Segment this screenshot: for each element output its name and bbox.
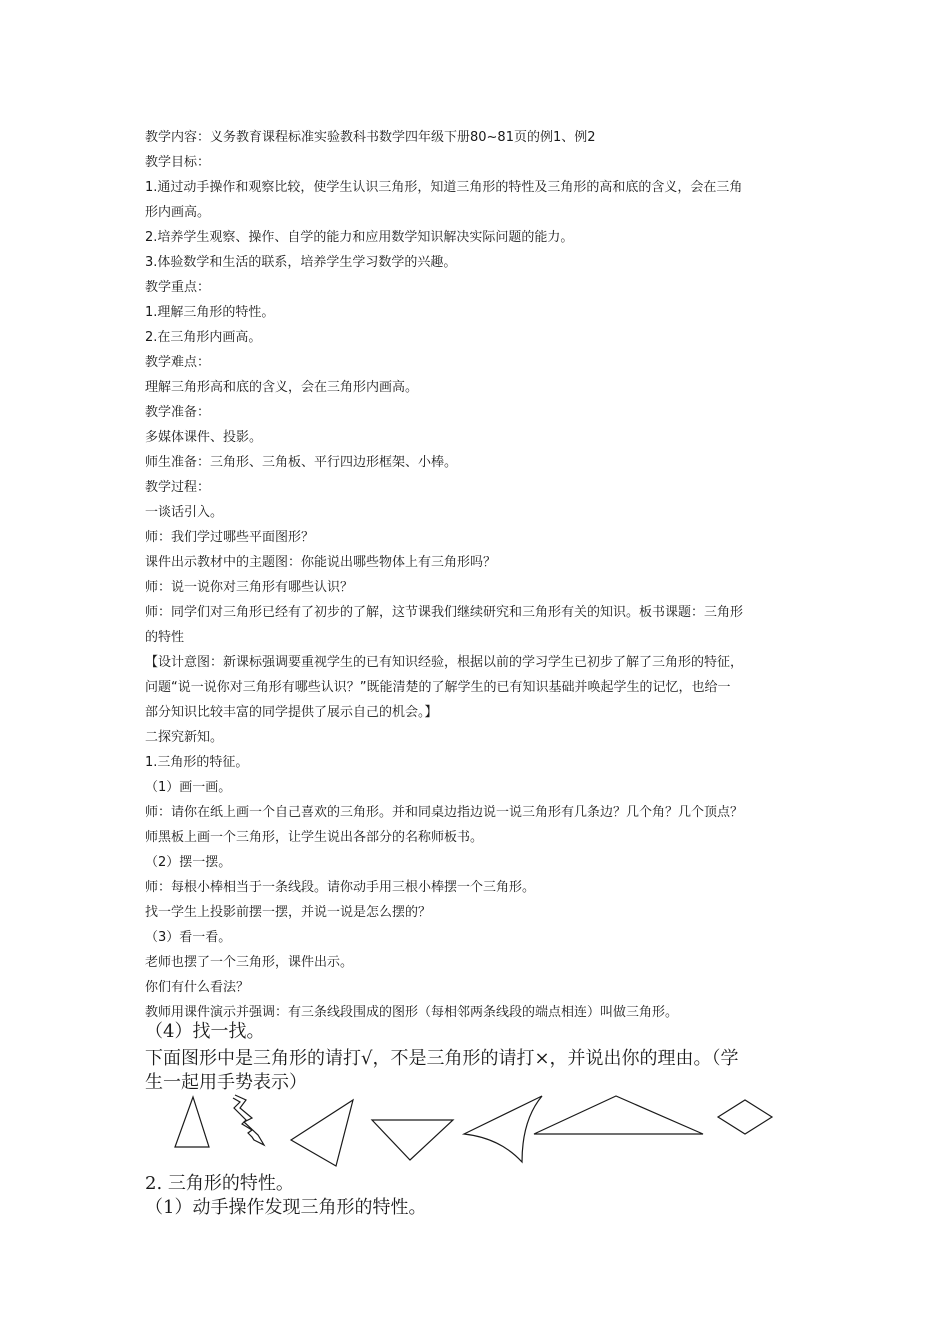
body-text	[145, 125, 815, 1025]
paragraph: 2.培养学生观察、操作、自学的能力和应用数学知识解决实际问题的能力。	[145, 230, 574, 245]
paragraph: 课件出示教材中的主题图：你能说出哪些物体上有三角形吗？	[145, 555, 497, 570]
paragraph: 师：每根小棒相当于一条线段。请你动手用三根小棒摆一个三角形。	[145, 880, 536, 895]
paragraph: 找一学生上投影前摆一摆，并说一说是怎么摆的？	[145, 905, 432, 920]
paragraph: 师：请你在纸上画一个自己喜欢的三角形。并和同桌边指边说一说三角形有几条边？几个角？几个顶点？	[145, 805, 744, 820]
paragraph: 形内画高。	[145, 205, 211, 220]
paragraph: 你们有什么看法？	[145, 980, 250, 995]
paragraph: 师：我们学过哪些平面图形？	[145, 530, 315, 545]
paragraph: 师：说一说你对三角形有哪些认识？	[145, 580, 354, 595]
paragraph: 2.在三角形内画高。	[145, 330, 262, 345]
shape-figures	[160, 1090, 800, 1170]
section-heading: 2. 三角形的特性。	[145, 1173, 294, 1194]
paragraph: （3）看一看。	[145, 930, 232, 945]
paragraph: 1.理解三角形的特性。	[145, 305, 275, 320]
paragraph: 教学准备：	[145, 405, 211, 420]
triangle-icon	[291, 1100, 353, 1166]
paragraph: 师生准备：三角形、三角板、平行四边形框架、小棒。	[145, 455, 458, 470]
paragraph: 【设计意图：新课标强调要重视学生的已有知识经验，根据以前的学习学生已初步了解了三角形的特征，	[145, 655, 744, 670]
instruction-line: 下面图形中是三角形的请打√，不是三角形的请打×，并说出你的理由。（学	[145, 1048, 739, 1069]
paragraph: 师黑板上画一个三角形，让学生说出各部分的名称师板书。	[145, 830, 484, 845]
find-heading: （4）找一找。	[145, 1021, 265, 1042]
paragraph: 教学目标：	[145, 155, 211, 170]
paragraph: 老师也摆了一个三角形，课件出示。	[145, 955, 354, 970]
instruction-line: 生一起用手势表示）	[145, 1072, 307, 1093]
diamond-icon	[718, 1100, 772, 1134]
paragraph: 二探究新知。	[145, 730, 224, 745]
paragraph: 多媒体课件、投影。	[145, 430, 263, 445]
paragraph: 教师用课件演示并强调：有三条线段围成的图形（每相邻两条线段的端点相连）叫做三角形。	[145, 1005, 679, 1020]
paragraph: 1.三角形的特征。	[145, 755, 249, 770]
paragraph: （1）画一画。	[145, 780, 232, 795]
paragraph: 理解三角形高和底的含义，会在三角形内画高。	[145, 380, 419, 395]
curved-triangle-icon	[464, 1096, 542, 1162]
paragraph: 1.通过动手操作和观察比较，使学生认识三角形，知道三角形的特性及三角形的高和底的含义，会在三角	[145, 180, 743, 195]
triangle-icon	[175, 1097, 209, 1147]
paragraph: 教学难点：	[145, 355, 211, 370]
paragraph: 的特性	[145, 630, 185, 645]
paragraph: 3.体验数学和生活的联系，培养学生学习数学的兴趣。	[145, 255, 457, 270]
paragraph: 问题“说一说你对三角形有哪些认识？”既能清楚的了解学生的已有知识基础并唤起学生的记忆，也给一	[145, 680, 731, 695]
paragraph: （2）摆一摆。	[145, 855, 232, 870]
paragraph: 教学内容：义务教育课程标准实验教科书数学四年级下册80~81页的例1、例2	[145, 130, 596, 145]
paragraph: 一谈话引入。	[145, 505, 224, 520]
subsection-heading: （1）动手操作发现三角形的特性。	[145, 1197, 427, 1218]
paragraph: 师：同学们对三角形已经有了初步的了解，这节课我们继续研究和三角形有关的知识。板书课题：三角形	[145, 605, 744, 620]
paragraph: 教学重点：	[145, 280, 211, 295]
triangle-icon	[372, 1120, 453, 1160]
paragraph: 部分知识比较丰富的同学提供了展示自己的机会。】	[145, 705, 438, 720]
paragraph: 教学过程：	[145, 480, 211, 495]
triangle-icon	[534, 1096, 703, 1134]
zigzag-icon	[233, 1095, 264, 1145]
